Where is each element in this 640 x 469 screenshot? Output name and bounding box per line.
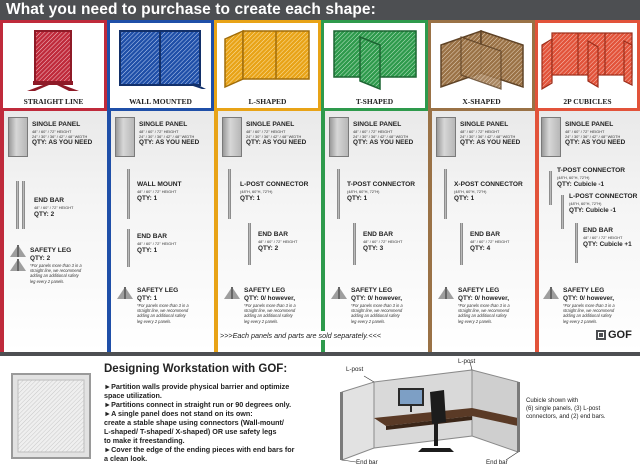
part-dimension: 24" / 30" / 36" / 42" / 48" WIDTH — [460, 134, 516, 139]
brand-name: GOF — [608, 329, 632, 341]
part-dimension: (48"H, 60"H, 72"H) — [240, 189, 273, 194]
x-shaped-shape-icon — [431, 23, 532, 93]
part-dimension: 48" / 60" / 72" HEIGHT — [353, 129, 393, 134]
part-quantity: QTY: 1 — [240, 195, 261, 202]
color-stripe — [107, 111, 111, 352]
part-dimension: 24" / 30" / 36" / 42" / 48" WIDTH — [353, 134, 409, 139]
part-dimension: 48" / 60" / 72" HEIGHT — [363, 239, 403, 244]
wall-mount-image — [127, 169, 130, 219]
endbar-callout: End bar — [486, 459, 508, 466]
gof-logo — [596, 329, 636, 342]
shape-header — [107, 20, 214, 111]
part-quantity: QTY: AS YOU NEED — [353, 139, 414, 146]
part-title: SAFETY LEG — [458, 287, 500, 294]
bullet-line: to make it freestanding. — [104, 436, 185, 445]
parts-area — [214, 111, 321, 352]
part-dimension: 48" / 60" / 72" HEIGHT — [583, 235, 623, 240]
column-l-shaped — [214, 20, 321, 352]
color-stripe — [321, 111, 325, 352]
part-quantity: QTY: 1 — [137, 295, 158, 302]
shape-label: STRAIGHT LINE — [23, 97, 84, 106]
part-quantity: QTY: 0/ however, — [563, 295, 615, 302]
bullet-line: a clean look. — [104, 454, 148, 463]
part-quantity: QTY: Cubicle -1 — [569, 207, 617, 214]
end-bar-image — [127, 229, 130, 267]
bullet-line: create a stable shape using connectors (Wall-mount/ — [104, 418, 284, 427]
t-post-connector-image — [337, 169, 340, 219]
part-dimension: 24" / 30" / 36" / 42" / 48" WIDTH — [565, 134, 621, 139]
shape-label: T-SHAPED — [355, 97, 394, 106]
part-quantity: QTY: 2 — [34, 211, 55, 218]
part-title: END BAR — [258, 231, 289, 238]
gof-logo-icon — [596, 330, 606, 340]
part-title: SINGLE PANEL — [565, 121, 614, 128]
part-dimension: (48"H, 60"H, 72"H) — [557, 175, 590, 180]
shape-label: WALL MOUNTED — [129, 97, 192, 106]
part-title: T-POST CONNECTOR — [347, 181, 416, 188]
part-quantity: QTY: 2 — [258, 245, 279, 252]
endbar-callout: End bar — [356, 459, 378, 466]
part-dimension: 48" / 60" / 72" HEIGHT — [258, 239, 298, 244]
single-panel-image — [115, 117, 135, 157]
part-title: END BAR — [583, 227, 614, 234]
t-post-connector-image — [549, 171, 552, 205]
part-dimension: 48" / 60" / 72" HEIGHT — [32, 129, 72, 134]
header-banner — [0, 0, 640, 20]
end-bar-image — [353, 223, 356, 265]
part-title: SAFETY LEG — [351, 287, 393, 294]
parts-area — [0, 111, 107, 352]
part-dimension: (48"H, 60"H, 72"H) — [347, 189, 380, 194]
cubicle-caption: Cubicle shown with (6) single panels, (3) L-post connectors, and (2) end bars. — [526, 397, 606, 420]
safety-leg-image — [331, 287, 347, 299]
part-quantity: QTY: 4 — [470, 245, 491, 252]
parts-area — [535, 111, 640, 352]
part-title: SINGLE PANEL — [246, 121, 295, 128]
part-dimension: 24" / 30" / 36" / 42" / 48" WIDTH — [32, 134, 88, 139]
column-wall-mounted — [107, 20, 214, 352]
single-panel-image — [436, 117, 456, 157]
wall-mounted-shape-icon — [110, 23, 211, 93]
part-dimension: 48" / 60" / 72" HEIGHT — [460, 129, 500, 134]
part-dimension: 48" / 60" / 72" HEIGHT — [139, 129, 179, 134]
part-quantity: QTY: 1 — [347, 195, 368, 202]
shape-header — [428, 20, 535, 111]
part-quantity: QTY: 1 — [137, 195, 158, 202]
parts-area — [428, 111, 535, 352]
part-title: SAFETY LEG — [137, 287, 179, 294]
part-note: *For panels more than 3 in a straight line, we recommend adding an additional safety leg every 2 panels. — [458, 303, 510, 324]
part-quantity: QTY: AS YOU NEED — [139, 139, 200, 146]
t-shaped-shape-icon — [324, 23, 425, 93]
single-panel-image — [8, 117, 28, 157]
part-title: END BAR — [137, 233, 168, 240]
color-stripe — [535, 111, 539, 352]
part-dimension: (48"H, 60"H, 72"H) — [454, 189, 487, 194]
l-post-connector-image — [228, 169, 231, 219]
part-quantity: QTY: 3 — [363, 245, 384, 252]
bullet-line: space utilization. — [104, 391, 162, 400]
safety-leg-image — [10, 259, 26, 271]
shape-columns — [0, 20, 640, 352]
part-title: SINGLE PANEL — [32, 121, 81, 128]
part-quantity: QTY: 1 — [137, 247, 158, 254]
part-title: X-POST CONNECTOR — [454, 181, 523, 188]
part-note: *For panels more than 3 in a straight line, we recommend adding an additional safety leg every 2 panels. — [137, 303, 189, 324]
lpost-callout: L-post — [346, 366, 364, 373]
part-dimension: 48" / 60" / 72" HEIGHT — [34, 205, 74, 210]
design-bullets — [104, 382, 294, 463]
end-bar-image — [248, 223, 251, 265]
part-dimension: 48" / 60" / 72" HEIGHT — [137, 241, 177, 246]
safety-leg-image — [438, 287, 454, 299]
l-shaped-shape-icon — [217, 23, 318, 93]
end-bar-image — [460, 223, 463, 265]
part-title: SINGLE PANEL — [139, 121, 188, 128]
part-quantity: QTY: 1 — [454, 195, 475, 202]
part-title: L-POST CONNECTOR — [240, 181, 309, 188]
column-t-shaped — [321, 20, 428, 352]
safety-leg-image — [224, 287, 240, 299]
shape-label: X-SHAPED — [462, 97, 501, 106]
part-note: *For panels more than 3 in a straight line, we recommend adding an additional safety leg every 2 panels. — [563, 303, 615, 324]
part-quantity: QTY: 0/ however, — [244, 295, 296, 302]
part-title: T-POST CONNECTOR — [557, 167, 626, 174]
single-panel-image — [329, 117, 349, 157]
part-title: WALL MOUNT — [137, 181, 182, 188]
part-quantity: QTY: AS YOU NEED — [565, 139, 626, 146]
straight-line-shape-icon — [3, 23, 104, 93]
shape-label: L-SHAPED — [248, 97, 287, 106]
single-panel-image — [541, 117, 561, 157]
part-title: SINGLE PANEL — [460, 121, 509, 128]
part-quantity: QTY: AS YOU NEED — [460, 139, 521, 146]
end-bar-image — [16, 181, 19, 229]
single-panel-image — [222, 117, 242, 157]
part-title: END BAR — [34, 197, 65, 204]
color-stripe — [214, 111, 218, 352]
part-title: END BAR — [363, 231, 394, 238]
panel-illustration-icon — [10, 372, 92, 460]
part-title: L-POST CONNECTOR — [569, 193, 638, 200]
part-title: SAFETY LEG — [244, 287, 286, 294]
lpost-callout: L-post — [458, 358, 476, 365]
bullet-line: L-shaped/ T-shaped/ X-shaped) OR use safety legs — [104, 427, 277, 436]
l-post-connector-image — [561, 195, 564, 229]
bullet-line: ►Cover the edge of the ending pieces with end bars for — [104, 445, 295, 454]
part-quantity: QTY: AS YOU NEED — [246, 139, 307, 146]
part-title: END BAR — [470, 231, 501, 238]
safety-leg-image — [10, 245, 26, 257]
part-quantity: QTY: Cubicle +1 — [583, 241, 632, 248]
part-dimension: 48" / 60" / 72" HEIGHT — [246, 129, 286, 134]
part-dimension: 24" / 30" / 36" / 42" / 48" WIDTH — [246, 134, 302, 139]
part-quantity: QTY: Cubicle -1 — [557, 181, 605, 188]
bullet-line: ►Partitions connect in straight run or 90 degrees only. — [104, 400, 292, 409]
shape-header — [0, 20, 107, 111]
sold-separately-note: >>>Each panels and parts are sold separately.<<< — [220, 331, 381, 340]
shape-header — [535, 20, 640, 111]
end-bar-image — [575, 223, 578, 263]
part-dimension: 48" / 60" / 72" HEIGHT — [470, 239, 510, 244]
column-x-shaped — [428, 20, 535, 352]
shape-label: 2P CUBICLES — [563, 97, 612, 106]
part-dimension: (48"H, 60"H, 72"H) — [569, 201, 602, 206]
shape-header — [214, 20, 321, 111]
part-quantity: QTY: AS YOU NEED — [32, 139, 93, 146]
parts-area — [107, 111, 214, 352]
part-note: *For panels more than 3 in a straight line, we recommend adding an additional safety leg every 2 panels. — [30, 263, 82, 284]
part-dimension: 48" / 60" / 72" HEIGHT — [137, 189, 177, 194]
2p-cubicles-shape-icon — [538, 23, 637, 93]
part-dimension: 48" / 60" / 72" HEIGHT — [565, 129, 605, 134]
shape-header — [321, 20, 428, 111]
color-stripe — [428, 111, 432, 352]
page-title: What you need to purchase to create each shape: — [6, 1, 376, 18]
column-2p-cubicles — [535, 20, 640, 352]
part-title: SAFETY LEG — [30, 247, 72, 254]
color-stripe — [0, 111, 4, 352]
part-title: SAFETY LEG — [563, 287, 605, 294]
column-straight-line — [0, 20, 107, 352]
safety-leg-image — [543, 287, 559, 299]
bullet-line: ►Partition walls provide physical barrier and optimize — [104, 382, 290, 391]
part-note: *For panels more than 3 in a straight line, we recommend adding an additional safety leg every 2 panels. — [244, 303, 296, 324]
part-quantity: QTY: 2 — [30, 255, 51, 262]
part-note: *For panels more than 3 in a straight line, we recommend adding an additional safety leg every 2 panels. — [351, 303, 403, 324]
parts-area — [321, 111, 428, 352]
part-title: SINGLE PANEL — [353, 121, 402, 128]
part-dimension: 24" / 30" / 36" / 42" / 48" WIDTH — [139, 134, 195, 139]
end-bar-image — [22, 181, 25, 229]
design-title: Designing Workstation with GOF: — [104, 363, 288, 375]
bullet-line: ►A single panel does not stand on its own: — [104, 409, 253, 418]
part-quantity: QTY: 0/ however, — [351, 295, 403, 302]
x-post-connector-image — [444, 169, 447, 219]
safety-leg-image — [117, 287, 133, 299]
part-quantity: QTY: 0/ however, — [458, 295, 510, 302]
